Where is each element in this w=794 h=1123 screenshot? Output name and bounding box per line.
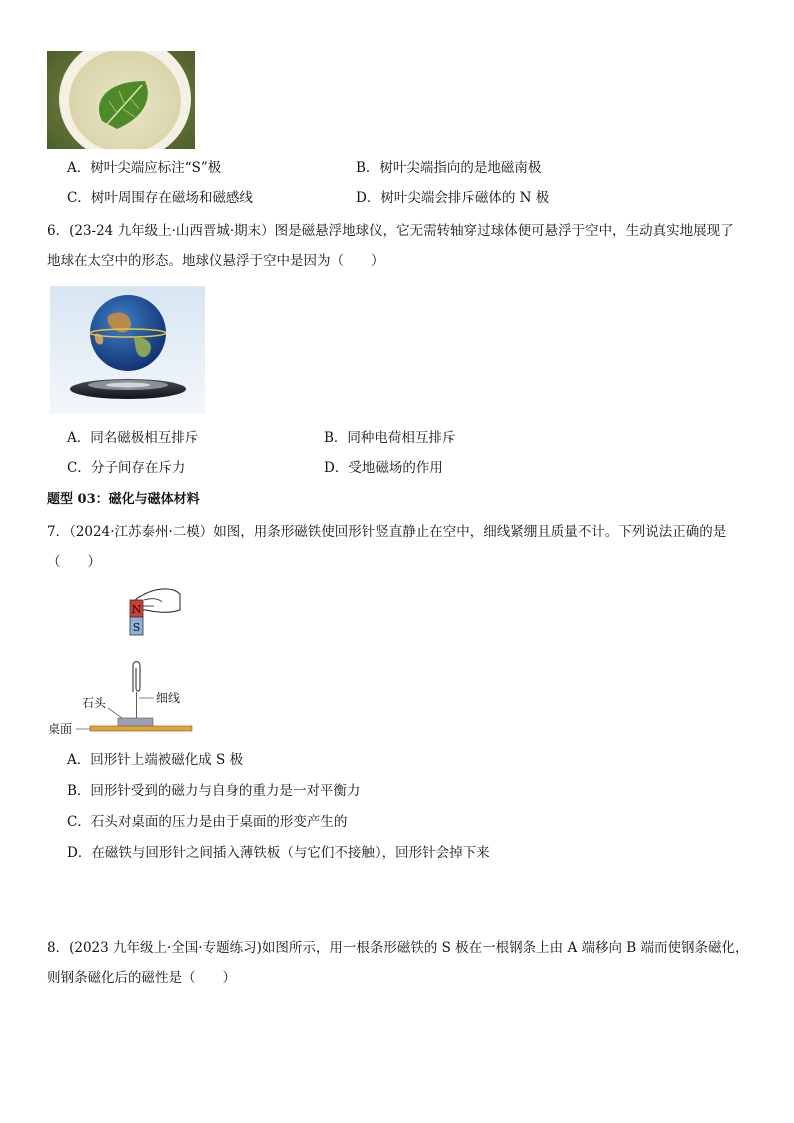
q6-option-a[interactable]: A．同名磁极相互排斥 [67, 430, 199, 446]
maglev-globe-photo [50, 286, 205, 414]
q7-option-d[interactable]: D．在磁铁与回形针之间插入薄铁板（与它们不接触），回形针会掉下来 [67, 845, 490, 861]
q8-stem-line2: 则钢条磁化后的磁性是（ ） [47, 970, 236, 986]
thread-label: 细线 [156, 691, 181, 705]
q5-option-a[interactable]: A．树叶尖端应标注“S”极 [67, 160, 222, 176]
q6-option-b[interactable]: B．同种电荷相互排斥 [324, 430, 456, 446]
q7-option-a[interactable]: A．回形针上端被磁化成 S 极 [67, 752, 244, 768]
q6-stem-line1: 6．(23-24 九年级上·山西晋城·期末）图是磁悬浮地球仪，它无需转轴穿过球体便可悬浮于空中，生动真实地展现了 [47, 223, 734, 239]
q5-option-b[interactable]: B．树叶尖端指向的是地磁南极 [356, 160, 542, 176]
q6-option-c[interactable]: C．分子间存在斥力 [67, 460, 186, 476]
section-title: 题型 03：磁化与磁体材料 [47, 492, 200, 507]
magnet-paperclip-figure [46, 580, 196, 740]
n-pole-label: N [131, 603, 142, 616]
leaf-in-bowl-photo [47, 51, 195, 149]
table-label: 桌面 [48, 722, 73, 736]
stone-label: 石头 [82, 696, 107, 710]
q5-option-c[interactable]: C．树叶周围存在磁场和磁感线 [67, 190, 253, 206]
q7-stem-line2: （ ） [47, 554, 101, 570]
q8-stem-line1: 8．(2023 九年级上·全国·专题练习)如图所示，用一根条形磁铁的 S 极在一根钢条上由 A 端移向 B 端而使钢条磁化， [47, 940, 749, 956]
q7-option-b[interactable]: B．回形针受到的磁力与自身的重力是一对平衡力 [67, 783, 361, 799]
q7-stem-line1: 7．（2024·江苏泰州·二模）如图，用条形磁铁使回形针竖直静止在空中，细线紧绷且质量不计。下列说法正确的是 [47, 524, 727, 540]
q6-stem-line2: 地球在太空中的形态。地球仪悬浮于空中是因为（ ） [47, 253, 385, 269]
q7-option-c[interactable]: C．石头对桌面的压力是由于桌面的形变产生的 [67, 814, 348, 830]
q5-option-d[interactable]: D．树叶尖端会排斥磁体的 N 极 [356, 190, 550, 206]
q6-option-d[interactable]: D．受地磁场的作用 [324, 460, 443, 476]
s-pole-label: S [132, 621, 141, 634]
